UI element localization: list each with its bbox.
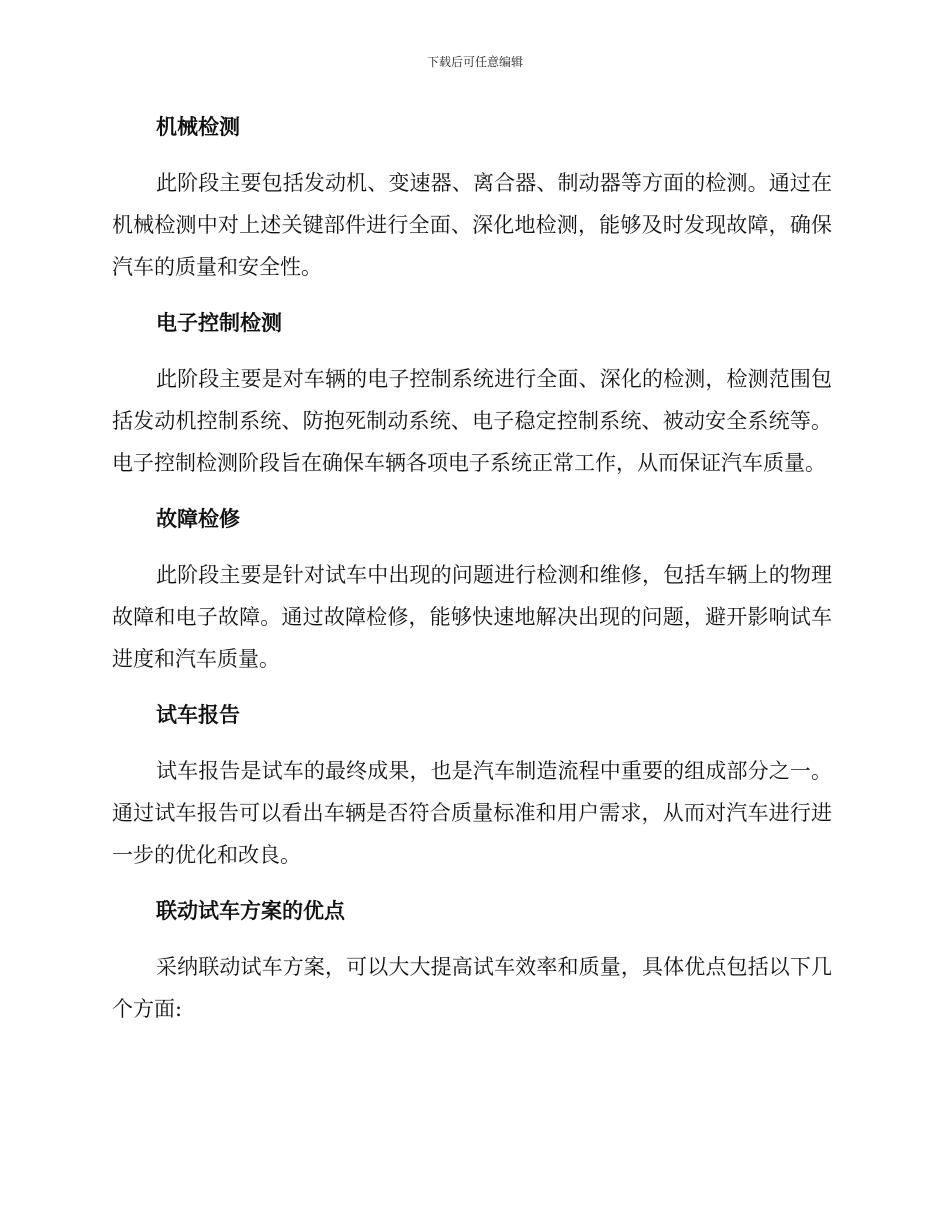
section-paragraph-fault-repair: 此阶段主要是针对试车中出现的问题进行检测和维修，包括车辆上的物理故障和电子故障。通过故障检修，能够快速地解决出现的问题，避开影响试车进度和汽车质量。	[112, 563, 832, 671]
section-heading-fault-repair: 故障检修	[156, 507, 240, 531]
section-paragraph-advantages: 采纳联动试车方案，可以大大提高试车效率和质量，具体优点包括以下几个方面:	[112, 955, 832, 1021]
section-paragraph-test-report: 试车报告是试车的最终成果，也是汽车制造流程中重要的组成部分之一。通过试车报告可以看出车辆是否符合质量标准和用户需求，从而对汽车进行进一步的优化和改良。	[112, 759, 832, 867]
section-heading-advantages: 联动试车方案的优点	[156, 899, 345, 923]
section-paragraph-mechanical-inspection: 此阶段主要包括发动机、变速器、离合器、制动器等方面的检测。通过在机械检测中对上述关键部件进行全面、深化地检测，能够及时发现故障，确保汽车的质量和安全性。	[112, 171, 832, 279]
section-paragraph-electronic-control-inspection: 此阶段主要是对车辆的电子控制系统进行全面、深化的检测，检测范围包括发动机控制系统、防抱死制动系统、电子稳定控制系统、被动安全系统等。电子控制检测阶段旨在确保车辆各项电子系统正常工作，从而保证汽车质量。	[112, 367, 832, 475]
document-body	[112, 106, 832, 1044]
section-heading-test-report: 试车报告	[156, 703, 240, 727]
section-heading-mechanical-inspection: 机械检测	[156, 115, 240, 139]
page-header: 下载后可任意编辑	[426, 55, 523, 69]
section-heading-electronic-control-inspection: 电子控制检测	[156, 311, 282, 335]
